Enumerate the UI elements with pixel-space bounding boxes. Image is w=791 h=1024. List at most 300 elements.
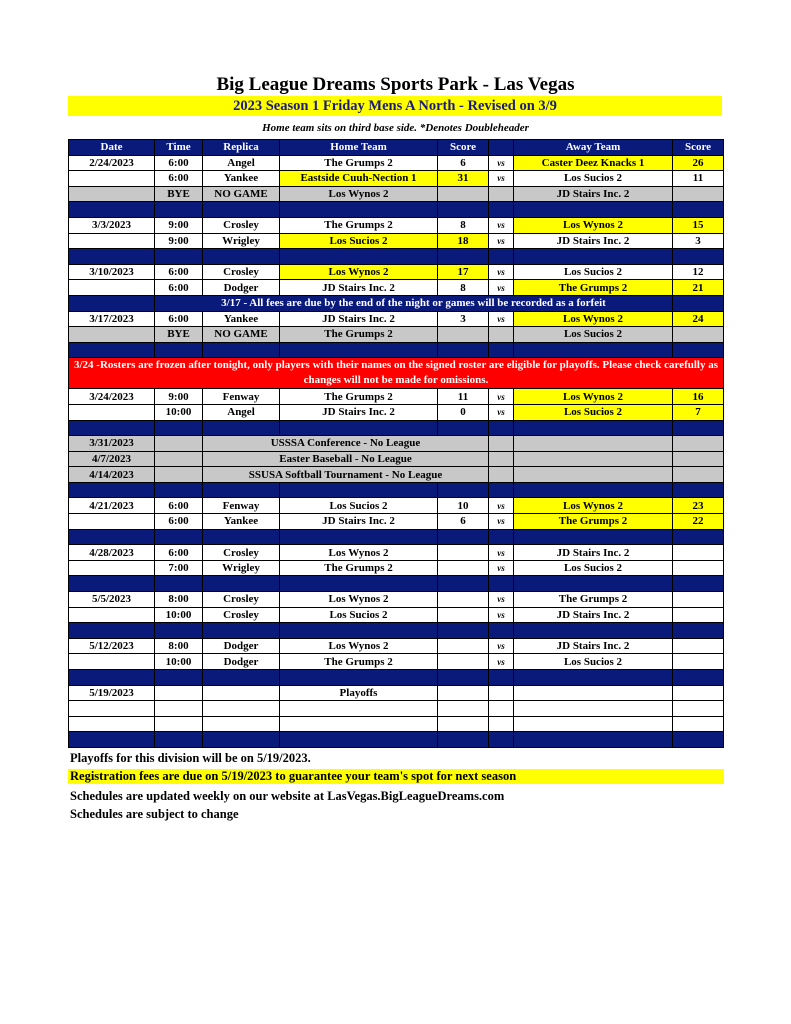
spacer-row [69, 670, 724, 686]
time-cell: 6:00 [155, 280, 203, 296]
date-cell: 4/14/2023 [69, 467, 155, 483]
spacer-cell [438, 670, 489, 686]
home-team-cell: Los Wynos 2 [280, 638, 438, 654]
away-score-cell [673, 607, 724, 623]
date-cell: 4/21/2023 [69, 498, 155, 514]
replica-cell [203, 685, 280, 701]
spacer-cell [489, 482, 514, 498]
away-score-cell [673, 701, 724, 717]
home-score-cell [438, 592, 489, 608]
spacer-cell [438, 202, 489, 218]
away-team-cell: JD Stairs Inc. 2 [514, 607, 673, 623]
spacer-row [69, 342, 724, 358]
time-cell: 7:00 [155, 560, 203, 576]
spacer-cell [155, 420, 203, 436]
home-score-cell: 31 [438, 171, 489, 187]
roster-notice-row [69, 358, 724, 389]
game-row [69, 217, 724, 233]
spacer-cell [673, 482, 724, 498]
away-score-cell [673, 560, 724, 576]
game-row [69, 654, 724, 670]
spacer-cell [514, 529, 673, 545]
spacer-cell [69, 732, 155, 748]
column-header: Score [673, 140, 724, 156]
date-cell: 3/3/2023 [69, 217, 155, 233]
home-team-cell: The Grumps 2 [280, 654, 438, 670]
time-cell: 10:00 [155, 607, 203, 623]
spacer-cell [203, 670, 280, 686]
spacer-cell [280, 249, 438, 265]
home-team-cell: The Grumps 2 [280, 217, 438, 233]
spacer-cell [438, 420, 489, 436]
spacer-cell [203, 342, 280, 358]
spacer-cell [69, 529, 155, 545]
no-league-row [69, 451, 724, 467]
away-team-cell [514, 685, 673, 701]
away-team-cell: The Grumps 2 [514, 592, 673, 608]
column-header: Replica [203, 140, 280, 156]
replica-cell: Wrigley [203, 233, 280, 249]
home-score-cell: 8 [438, 217, 489, 233]
date-cell [69, 514, 155, 530]
spacer-row [69, 576, 724, 592]
time-cell [155, 701, 203, 717]
column-header: Away Team [514, 140, 673, 156]
date-cell: 2/24/2023 [69, 155, 155, 171]
away-score-cell [673, 592, 724, 608]
away-score-cell [673, 716, 724, 732]
time-cell: 6:00 [155, 155, 203, 171]
spacer-row [69, 482, 724, 498]
vs-cell [489, 436, 514, 452]
spacer-cell [203, 623, 280, 639]
away-score-cell [673, 685, 724, 701]
date-cell [69, 716, 155, 732]
away-team-cell: Los Sucios 2 [514, 327, 673, 343]
game-row [69, 638, 724, 654]
spacer-cell [69, 202, 155, 218]
spacer-cell [280, 529, 438, 545]
vs-cell: vs [489, 311, 514, 327]
spacer-cell [489, 342, 514, 358]
division-subtitle: 2023 Season 1 Friday Mens A North - Revised on 3/9 [68, 96, 722, 116]
game-row [69, 404, 724, 420]
game-row [69, 607, 724, 623]
replica-cell: Yankee [203, 171, 280, 187]
game-row [69, 311, 724, 327]
game-row [69, 545, 724, 561]
score-cell [673, 451, 724, 467]
vs-cell: vs [489, 545, 514, 561]
spacer-cell [673, 670, 724, 686]
spacer-row [69, 202, 724, 218]
home-score-cell: 10 [438, 498, 489, 514]
spacer-row [69, 249, 724, 265]
spacer-cell [280, 576, 438, 592]
date-cell: 3/24/2023 [69, 389, 155, 405]
column-header [489, 140, 514, 156]
notice-text: 3/17 - All fees are due by the end of the night or games will be recorded as a forfeit [155, 295, 673, 311]
time-cell: 9:00 [155, 389, 203, 405]
time-cell: 9:00 [155, 233, 203, 249]
replica-cell: Dodger [203, 280, 280, 296]
spacer-cell [155, 623, 203, 639]
date-cell [69, 233, 155, 249]
home-team-cell: The Grumps 2 [280, 327, 438, 343]
away-team-cell: Los Sucios 2 [514, 560, 673, 576]
vs-cell [489, 186, 514, 202]
time-cell [155, 451, 203, 467]
spacer-cell [673, 202, 724, 218]
home-team-cell: Los Wynos 2 [280, 264, 438, 280]
vs-cell: vs [489, 514, 514, 530]
footer-website: Schedules are updated weekly on our website at LasVegas.BigLeagueDreams.com [70, 789, 505, 803]
time-cell [155, 716, 203, 732]
spacer-cell [673, 576, 724, 592]
game-row [69, 389, 724, 405]
away-team-cell: Los Wynos 2 [514, 311, 673, 327]
vs-cell: vs [489, 280, 514, 296]
replica-cell: NO GAME [203, 186, 280, 202]
home-score-cell: 11 [438, 389, 489, 405]
spacer-cell [155, 732, 203, 748]
spacer-cell [438, 342, 489, 358]
spacer-cell [280, 732, 438, 748]
spacer-cell [69, 623, 155, 639]
away-score-cell: 12 [673, 264, 724, 280]
spacer-cell [203, 420, 280, 436]
away-score-cell: 15 [673, 217, 724, 233]
spacer-cell [438, 623, 489, 639]
spacer-cell [673, 732, 724, 748]
replica-cell: Fenway [203, 389, 280, 405]
vs-cell: vs [489, 607, 514, 623]
away-score-cell [673, 638, 724, 654]
no-league-text: SSUSA Softball Tournament - No League [203, 467, 489, 483]
away-score-cell: 21 [673, 280, 724, 296]
game-row [69, 701, 724, 717]
date-cell: 3/31/2023 [69, 436, 155, 452]
home-score-cell: 18 [438, 233, 489, 249]
away-score-cell [673, 545, 724, 561]
game-row [69, 514, 724, 530]
spacer-cell [69, 576, 155, 592]
replica-cell: Wrigley [203, 560, 280, 576]
away-team-cell: JD Stairs Inc. 2 [514, 545, 673, 561]
vs-cell [489, 701, 514, 717]
spacer-cell [155, 342, 203, 358]
vs-cell: vs [489, 233, 514, 249]
away-score-cell: 23 [673, 498, 724, 514]
away-cell [514, 436, 673, 452]
spacer-cell [203, 249, 280, 265]
away-team-cell: Los Wynos 2 [514, 498, 673, 514]
roster-notice-text: 3/24 -Rosters are frozen after tonight, only players with their names on the signed roster are eligible for playoffs. Please check carefully as changes will not be made for omissions. [69, 358, 724, 389]
score-cell [438, 186, 489, 202]
away-score-cell: 22 [673, 514, 724, 530]
home-score-cell: 17 [438, 264, 489, 280]
away-team-cell: The Grumps 2 [514, 514, 673, 530]
page-title: Big League Dreams Sports Park - Las Vegas [216, 74, 575, 95]
spacer-cell [155, 529, 203, 545]
vs-cell: vs [489, 638, 514, 654]
time-cell: BYE [155, 186, 203, 202]
spacer-cell [280, 420, 438, 436]
spacer-cell [673, 295, 724, 311]
home-score-cell [438, 716, 489, 732]
spacer-cell [514, 342, 673, 358]
home-team-cell: Los Sucios 2 [280, 233, 438, 249]
spacer-cell [203, 482, 280, 498]
spacer-cell [514, 623, 673, 639]
time-cell: 6:00 [155, 498, 203, 514]
footer-registration: Registration fees are due on 5/19/2023 to guarantee your team's spot for next season [68, 769, 724, 784]
home-team-cell: Playoffs [280, 685, 438, 701]
game-row [69, 592, 724, 608]
date-cell: 5/5/2023 [69, 592, 155, 608]
away-team-cell: Los Wynos 2 [514, 217, 673, 233]
away-team-cell: JD Stairs Inc. 2 [514, 233, 673, 249]
spacer-cell [673, 249, 724, 265]
spacer-cell [489, 623, 514, 639]
time-cell: 8:00 [155, 592, 203, 608]
vs-cell: vs [489, 264, 514, 280]
date-cell: 5/19/2023 [69, 685, 155, 701]
spacer-cell [438, 576, 489, 592]
score-cell [673, 327, 724, 343]
no-league-text: Easter Baseball - No League [203, 451, 489, 467]
date-cell: 3/17/2023 [69, 311, 155, 327]
spacer-row [69, 420, 724, 436]
time-cell [155, 467, 203, 483]
spacer-cell [438, 529, 489, 545]
away-team-cell: Los Sucios 2 [514, 654, 673, 670]
vs-cell: vs [489, 171, 514, 187]
away-team-cell: Caster Deez Knacks 1 [514, 155, 673, 171]
game-row [69, 171, 724, 187]
spacer-row [69, 623, 724, 639]
replica-cell: Yankee [203, 311, 280, 327]
vs-cell [489, 716, 514, 732]
home-team-cell: JD Stairs Inc. 2 [280, 311, 438, 327]
column-header: Date [69, 140, 155, 156]
spacer-cell [155, 249, 203, 265]
bye-row [69, 186, 724, 202]
game-row [69, 685, 724, 701]
vs-cell [489, 327, 514, 343]
home-team-cell: The Grumps 2 [280, 560, 438, 576]
time-cell [155, 436, 203, 452]
home-score-cell [438, 638, 489, 654]
spacer-cell [673, 623, 724, 639]
date-cell: 5/12/2023 [69, 638, 155, 654]
vs-cell: vs [489, 404, 514, 420]
no-league-row [69, 436, 724, 452]
away-score-cell: 7 [673, 404, 724, 420]
home-team-cell [280, 701, 438, 717]
home-team-cell: Eastside Cuuh-Nection 1 [280, 171, 438, 187]
home-score-cell [438, 701, 489, 717]
game-row [69, 233, 724, 249]
replica-cell: Crosley [203, 264, 280, 280]
spacer-cell [514, 249, 673, 265]
date-cell [69, 327, 155, 343]
replica-cell: Fenway [203, 498, 280, 514]
replica-cell [203, 716, 280, 732]
spacer-cell [69, 482, 155, 498]
date-cell [69, 654, 155, 670]
time-cell: 6:00 [155, 514, 203, 530]
spacer-cell [69, 670, 155, 686]
bye-row [69, 327, 724, 343]
vs-cell: vs [489, 654, 514, 670]
game-row [69, 264, 724, 280]
home-team-cell: JD Stairs Inc. 2 [280, 280, 438, 296]
spacer-cell [280, 670, 438, 686]
away-score-cell: 24 [673, 311, 724, 327]
table-header [69, 140, 724, 156]
away-team-cell: Los Wynos 2 [514, 389, 673, 405]
spacer-cell [155, 202, 203, 218]
spacer-cell [489, 670, 514, 686]
vs-cell: vs [489, 592, 514, 608]
spacer-cell [280, 342, 438, 358]
away-score-cell: 11 [673, 171, 724, 187]
away-team-cell: Los Sucios 2 [514, 404, 673, 420]
game-row [69, 560, 724, 576]
spacer-cell [438, 732, 489, 748]
away-team-cell: Los Sucios 2 [514, 264, 673, 280]
replica-cell: Crosley [203, 592, 280, 608]
home-team-cell: JD Stairs Inc. 2 [280, 404, 438, 420]
footer-disclaimer: Schedules are subject to change [70, 807, 239, 821]
away-cell [514, 451, 673, 467]
away-score-cell [673, 654, 724, 670]
away-team-cell [514, 716, 673, 732]
replica-cell: Crosley [203, 217, 280, 233]
spacer-cell [514, 576, 673, 592]
home-team-cell: JD Stairs Inc. 2 [280, 514, 438, 530]
home-score-cell: 8 [438, 280, 489, 296]
home-score-cell: 6 [438, 514, 489, 530]
spacer-cell [673, 529, 724, 545]
home-score-cell [438, 685, 489, 701]
date-cell [69, 186, 155, 202]
date-cell: 4/28/2023 [69, 545, 155, 561]
game-row [69, 498, 724, 514]
spacer-cell [514, 670, 673, 686]
spacer-cell [203, 529, 280, 545]
away-score-cell: 16 [673, 389, 724, 405]
replica-cell: Angel [203, 155, 280, 171]
date-cell [69, 701, 155, 717]
spacer-cell [203, 576, 280, 592]
column-header: Score [438, 140, 489, 156]
spacer-cell [280, 482, 438, 498]
time-cell: 6:00 [155, 545, 203, 561]
spacer-cell [514, 420, 673, 436]
away-team-cell: The Grumps 2 [514, 280, 673, 296]
home-team-cell: Los Sucios 2 [280, 498, 438, 514]
time-cell [155, 685, 203, 701]
replica-cell: Crosley [203, 545, 280, 561]
date-cell: 3/10/2023 [69, 264, 155, 280]
spacer-cell [203, 732, 280, 748]
game-row [69, 280, 724, 296]
time-cell: 10:00 [155, 404, 203, 420]
time-cell: BYE [155, 327, 203, 343]
time-cell: 9:00 [155, 217, 203, 233]
spacer-cell [673, 342, 724, 358]
score-cell [438, 327, 489, 343]
replica-cell: Yankee [203, 514, 280, 530]
column-header: Time [155, 140, 203, 156]
home-team-cell: Los Wynos 2 [280, 592, 438, 608]
spacer-cell [489, 420, 514, 436]
home-team-cell [280, 716, 438, 732]
replica-cell: Crosley [203, 607, 280, 623]
home-team-cell: Los Wynos 2 [280, 545, 438, 561]
home-score-cell: 3 [438, 311, 489, 327]
spacer-cell [514, 732, 673, 748]
spacer-cell [489, 732, 514, 748]
score-cell [673, 186, 724, 202]
vs-cell [489, 451, 514, 467]
spacer-cell [203, 202, 280, 218]
away-team-cell: JD Stairs Inc. 2 [514, 638, 673, 654]
no-league-row [69, 467, 724, 483]
game-row [69, 716, 724, 732]
time-cell: 6:00 [155, 171, 203, 187]
spacer-cell [489, 249, 514, 265]
vs-cell [489, 467, 514, 483]
date-cell [69, 560, 155, 576]
away-team-cell: JD Stairs Inc. 2 [514, 186, 673, 202]
spacer-cell [155, 576, 203, 592]
home-score-cell: 0 [438, 404, 489, 420]
spacer-cell [514, 202, 673, 218]
spacer-row [69, 732, 724, 748]
no-league-text: USSSA Conference - No League [203, 436, 489, 452]
spacer-cell [69, 420, 155, 436]
spacer-cell [514, 482, 673, 498]
vs-cell: vs [489, 560, 514, 576]
footer-playoffs: Playoffs for this division will be on 5/19/2023. [70, 751, 311, 765]
notice-row [69, 295, 724, 311]
spacer-cell [489, 576, 514, 592]
away-team-cell: Los Sucios 2 [514, 171, 673, 187]
replica-cell: Dodger [203, 654, 280, 670]
home-team-cell: The Grumps 2 [280, 389, 438, 405]
home-score-cell [438, 560, 489, 576]
spacer-cell [280, 202, 438, 218]
date-cell [69, 607, 155, 623]
spacer-cell [69, 342, 155, 358]
spacer-cell [155, 482, 203, 498]
spacer-cell [155, 670, 203, 686]
vs-cell: vs [489, 498, 514, 514]
score-cell [673, 467, 724, 483]
date-cell [69, 171, 155, 187]
game-row [69, 155, 724, 171]
date-cell [69, 280, 155, 296]
home-team-cell: Los Wynos 2 [280, 186, 438, 202]
date-cell [69, 404, 155, 420]
away-score-cell: 3 [673, 233, 724, 249]
vs-cell: vs [489, 155, 514, 171]
score-cell [673, 436, 724, 452]
home-team-cell: The Grumps 2 [280, 155, 438, 171]
